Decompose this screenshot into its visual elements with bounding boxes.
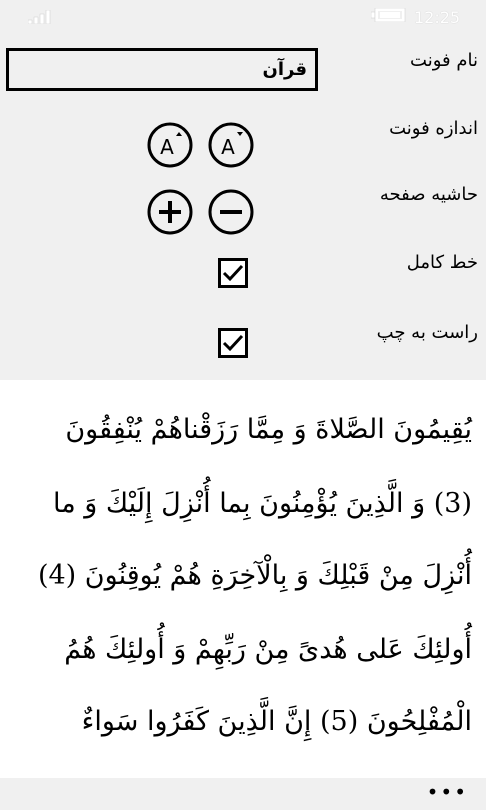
verse-line: أُولئِكَ عَلى هُدىً مِنْ رَبِّهِمْ وَ أُولئِكَ هُمُ <box>64 634 472 665</box>
svg-text:A: A <box>221 135 235 159</box>
verse-line: أُنْزِلَ مِنْ قَبْلِكَ وَ بِالْآخِرَةِ هُمْ يُوقِنُونَ (4) <box>37 560 472 591</box>
margin-label: حاشیه صفحه <box>379 184 478 205</box>
status-bar <box>0 0 486 32</box>
font-size-increase-icon[interactable] <box>147 122 193 168</box>
verse-line: الْمُفْلِحُونَ (5) إِنَّ الَّذِينَ كَفَرُوا سَواءٌ <box>81 706 472 737</box>
battery-icon <box>371 8 407 22</box>
rtl-label: راست به چپ <box>376 322 478 343</box>
verse-line: يُقِيمُونَ الصَّلاةَ وَ مِمَّا رَزَقْناهُمْ يُنْفِقُونَ <box>65 414 472 445</box>
svg-text:A: A <box>160 135 174 159</box>
check-icon <box>221 331 245 355</box>
minus-icon[interactable] <box>208 189 254 235</box>
quran-text-view[interactable] <box>0 380 486 778</box>
font-size-decrease-icon[interactable] <box>208 122 254 168</box>
check-icon <box>221 261 245 285</box>
settings-panel <box>0 32 486 380</box>
font-size-label: اندازه فونت <box>389 118 478 139</box>
font-name-value: قرآن <box>262 59 307 80</box>
fullscreen-label: خط کامل <box>406 252 478 273</box>
font-name-field[interactable] <box>6 48 318 91</box>
verse-line: (3) وَ الَّذِينَ يُؤْمِنُونَ بِما أُنْزِلَ إِلَيْكَ وَ ما <box>52 488 472 519</box>
signal-icon <box>28 10 56 24</box>
clock: 12:25 <box>414 8 461 27</box>
plus-icon[interactable] <box>147 189 193 235</box>
app-bar <box>0 778 486 810</box>
fullscreen-checkbox[interactable] <box>218 258 248 288</box>
more-options-icon[interactable]: ••• <box>426 780 468 804</box>
rtl-checkbox[interactable] <box>218 328 248 358</box>
font-name-label: نام فونت <box>410 50 478 71</box>
